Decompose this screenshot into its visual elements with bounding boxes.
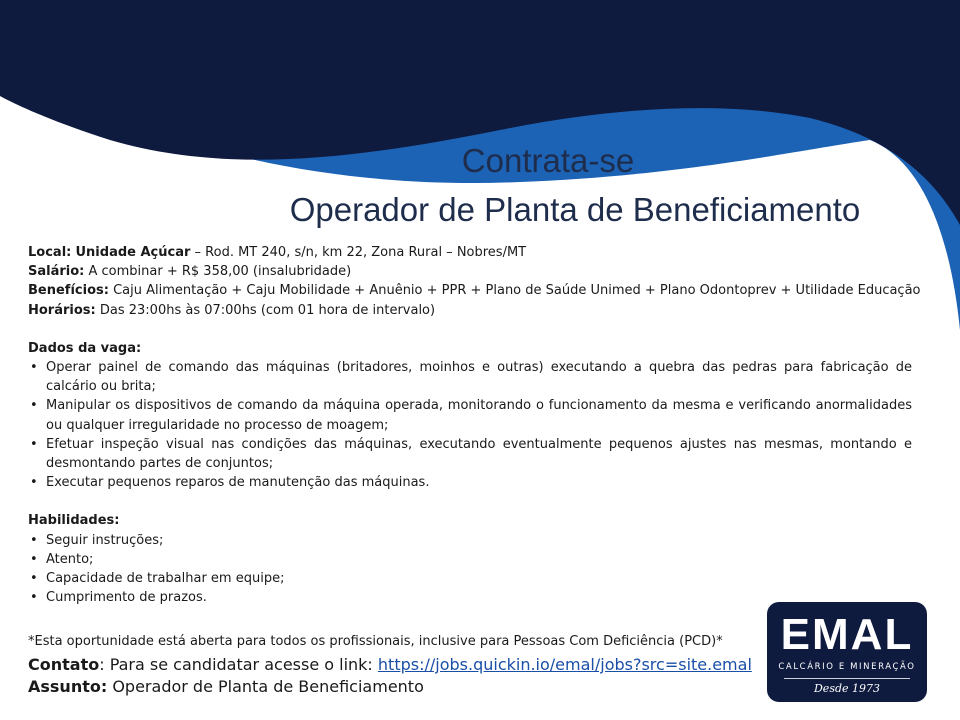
list-item: • Atento; bbox=[28, 550, 912, 569]
habilidades-list bbox=[28, 531, 912, 608]
beneficios-value: Caju Alimentação + Caju Mobilidade + Anuênio + PPR + Plano de Saúde Unimed + Plano Odontoprev + Utilidade Educação bbox=[108, 283, 921, 299]
page-title: Contrata-se bbox=[461, 142, 635, 179]
local-unit: Unidade Açúcar bbox=[75, 245, 191, 260]
pcd-note: *Esta oportunidade está aberta para todos os profissionais, inclusive para Pessoas Com Deficiência (PCD)* bbox=[28, 634, 723, 649]
horarios-label: Horários: bbox=[28, 302, 96, 318]
logo-divider bbox=[784, 678, 910, 679]
contact-block bbox=[28, 654, 752, 698]
list-item: • Efetuar inspeção visual nas condições das máquinas, executando eventualmente pequenos ajustes nas mesmas, montando e desmontando partes de conjuntos; bbox=[28, 435, 912, 473]
list-item: • Executar pequenos reparos de manutenção das máquinas. bbox=[28, 473, 912, 492]
contato-line bbox=[28, 654, 752, 676]
list-item: • Seguir instruções; bbox=[28, 531, 912, 550]
job-details bbox=[28, 243, 921, 607]
local-label: Local: bbox=[28, 245, 72, 260]
horarios-line bbox=[28, 301, 912, 320]
company-logo bbox=[767, 602, 927, 702]
application-link[interactable]: https://jobs.quickin.io/emal/jobs?src=site.emal bbox=[377, 655, 752, 674]
assunto-line bbox=[28, 676, 752, 698]
logo-subtitle: CALCÁRIO E MINERAÇÃO bbox=[778, 662, 916, 672]
list-item: • Capacidade de trabalhar em equipe; bbox=[28, 569, 912, 588]
local-address: – Rod. MT 240, s/n, km 22, Zona Rural – Nobres/MT bbox=[190, 245, 527, 260]
logo-wordmark: EMAL bbox=[780, 610, 914, 659]
contato-text: : Para se candidatar acesse o link: bbox=[99, 655, 378, 674]
list-item: • Operar painel de comando das máquinas (britadores, moinhos e outras) executando a quebra das pedras para fabricação de calcário ou brita; bbox=[28, 358, 912, 396]
salario-label: Salário: bbox=[28, 264, 85, 280]
dados-heading: Dados da vaga: bbox=[28, 340, 142, 356]
dados-list bbox=[28, 358, 912, 492]
beneficios-label: Benefícios: bbox=[28, 283, 109, 299]
assunto-label: Assunto: bbox=[28, 677, 108, 696]
assunto-text: Operador de Planta de Beneficiamento bbox=[107, 677, 424, 696]
beneficios-line bbox=[28, 281, 921, 300]
horarios-value: Das 23:00hs às 07:00hs (com 01 hora de intervalo) bbox=[95, 302, 436, 318]
job-title: Operador de Planta de Beneficiamento bbox=[289, 191, 861, 228]
local-line bbox=[28, 243, 912, 262]
contato-label: Contato bbox=[28, 655, 100, 674]
list-item: • Manipular os dispositivos de comando da máquina operada, monitorando o funcionamento da mesma e verificando anormalidades ou qualquer irregularidade no processo de moagem; bbox=[28, 396, 912, 434]
list-item: • Cumprimento de prazos. bbox=[28, 588, 912, 607]
logo-since: Desde 1973 bbox=[813, 682, 881, 695]
salario-value: A combinar + R$ 358,00 (insalubridade) bbox=[84, 264, 352, 280]
salario-line bbox=[28, 262, 912, 281]
habilidades-heading: Habilidades: bbox=[28, 513, 120, 529]
